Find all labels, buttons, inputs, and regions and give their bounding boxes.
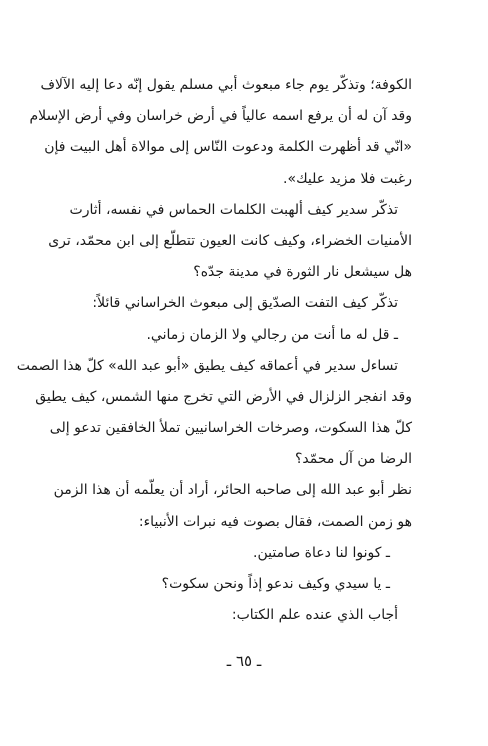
text-line: أجاب الذي عنده علم الكتاب:	[231, 607, 398, 624]
text-line: الرضا من آل محمّد؟	[294, 451, 412, 468]
text-line: وقد انفجر الزلزال في الأرض التي تخرج منها الشمس، كيف يطيق	[35, 388, 412, 405]
text-line: هو زمن الصمت، فقال بصوت فيه نبرات الأنبياء:	[138, 513, 412, 530]
body-text	[16, 70, 412, 631]
text-line: الكوفة؛ وتذكّر يوم جاء مبعوث أبي مسلم يقول إنّه دعا إليه الآلاف	[40, 77, 412, 93]
text-line: ـ كونوا لنا دعاة صامتين.	[253, 544, 390, 561]
text-line: كلّ هذا السكوت، وصرخات الخراسانيين تملأ الخافقين تدعو إلى	[49, 420, 412, 437]
text-line: هل سيشعل نار الثورة في مدينة جدّه؟	[193, 264, 412, 281]
page-number: ـ ٦٥ ـ	[226, 652, 262, 670]
text-line: تساءل سدير في أعماقه كيف يطيق «أبو عبد الله» كلّ هذا الصمت	[16, 357, 398, 374]
text-line: وقد آن له أن يرفع اسمه عالياً في أرض خراسان وفي أرض الإسلام	[29, 108, 412, 125]
text-line: تذكّر سدير كيف ألهبت الكلمات الحماس في نفسه، أثارت	[69, 201, 398, 218]
text-line: «انّي قد أظهرت الكلمة ودعوت النّاس إلى موالاة أهل البيت فإن	[44, 139, 412, 156]
text-line: ـ يا سيدي وكيف ندعو إذاً ونحن سكوت؟	[161, 576, 390, 592]
text-line: تذكّر كيف التفت الصدّيق إلى مبعوث الخراساني قائلاً:	[92, 295, 398, 312]
text-line: نظر أبو عبد الله إلى صاحبه الحائر، أراد أن يعلّمه أن هذا الزمن	[53, 482, 412, 499]
text-line: الأمنيات الخضراء، وكيف كانت العيون تتطلّع إلى ابن محمّد، ترى	[48, 232, 412, 249]
text-line: ـ قل له ما أنت من رجالي ولا الزمان زماني.	[146, 326, 398, 343]
text-line: رغبت فلا مزيد عليك».	[283, 170, 412, 187]
